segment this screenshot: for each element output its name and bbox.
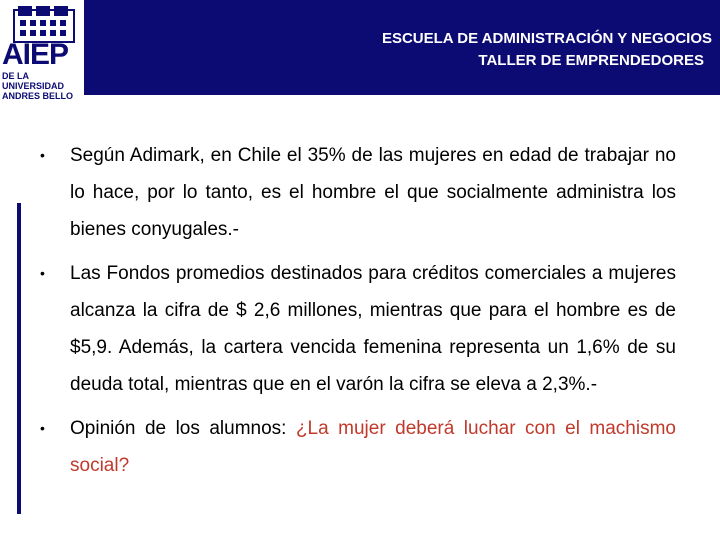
bullet-question-text: ¿La mujer deberá luchar con el machismo social?: [70, 418, 676, 476]
bullet-item-adimark: [40, 137, 676, 248]
logo-wordmark: AIEP: [2, 38, 69, 71]
title-line-workshop: TALLER DE EMPRENDEDORES: [478, 52, 704, 69]
bullet-dot-icon: •: [40, 147, 45, 163]
logo-subtitle-line2: ANDRES BELLO: [2, 91, 74, 101]
aiep-logo: [0, 0, 84, 101]
left-accent-bar: [17, 203, 21, 514]
title-line-school: ESCUELA DE ADMINISTRACIÓN Y NEGOCIOS: [381, 30, 712, 47]
bullet-dot-icon: •: [40, 265, 45, 281]
bullet-text: Las Fondos promedios destinados para créditos comerciales a mujeres alcanza la cifra de $ 2,6 millones, mientras que para el hombre es de $5,9. Además, la cartera vencida femenina representa un 1,6% de su deuda total, mientras que en el varón la cifra se eleva a 2,3%.-: [70, 263, 676, 395]
bullet-dot-icon: •: [40, 420, 45, 436]
logo-subtitle: [2, 71, 84, 101]
bullet-text-black: Opinión de los alumnos:: [70, 418, 296, 439]
bullet-list: [40, 137, 676, 491]
bullet-item-opinion: [40, 410, 676, 484]
header-banner: [0, 0, 720, 101]
bullet-item-fondos: [40, 255, 676, 403]
bullet-text: Según Adimark, en Chile el 35% de las mujeres en edad de trabajar no lo hace, por lo tanto, es el hombre el que socialmente administra los bienes conyugales.-: [70, 145, 676, 240]
logo-subtitle-line1: DE LA UNIVERSIDAD: [2, 71, 65, 91]
page-title: [152, 28, 712, 72]
